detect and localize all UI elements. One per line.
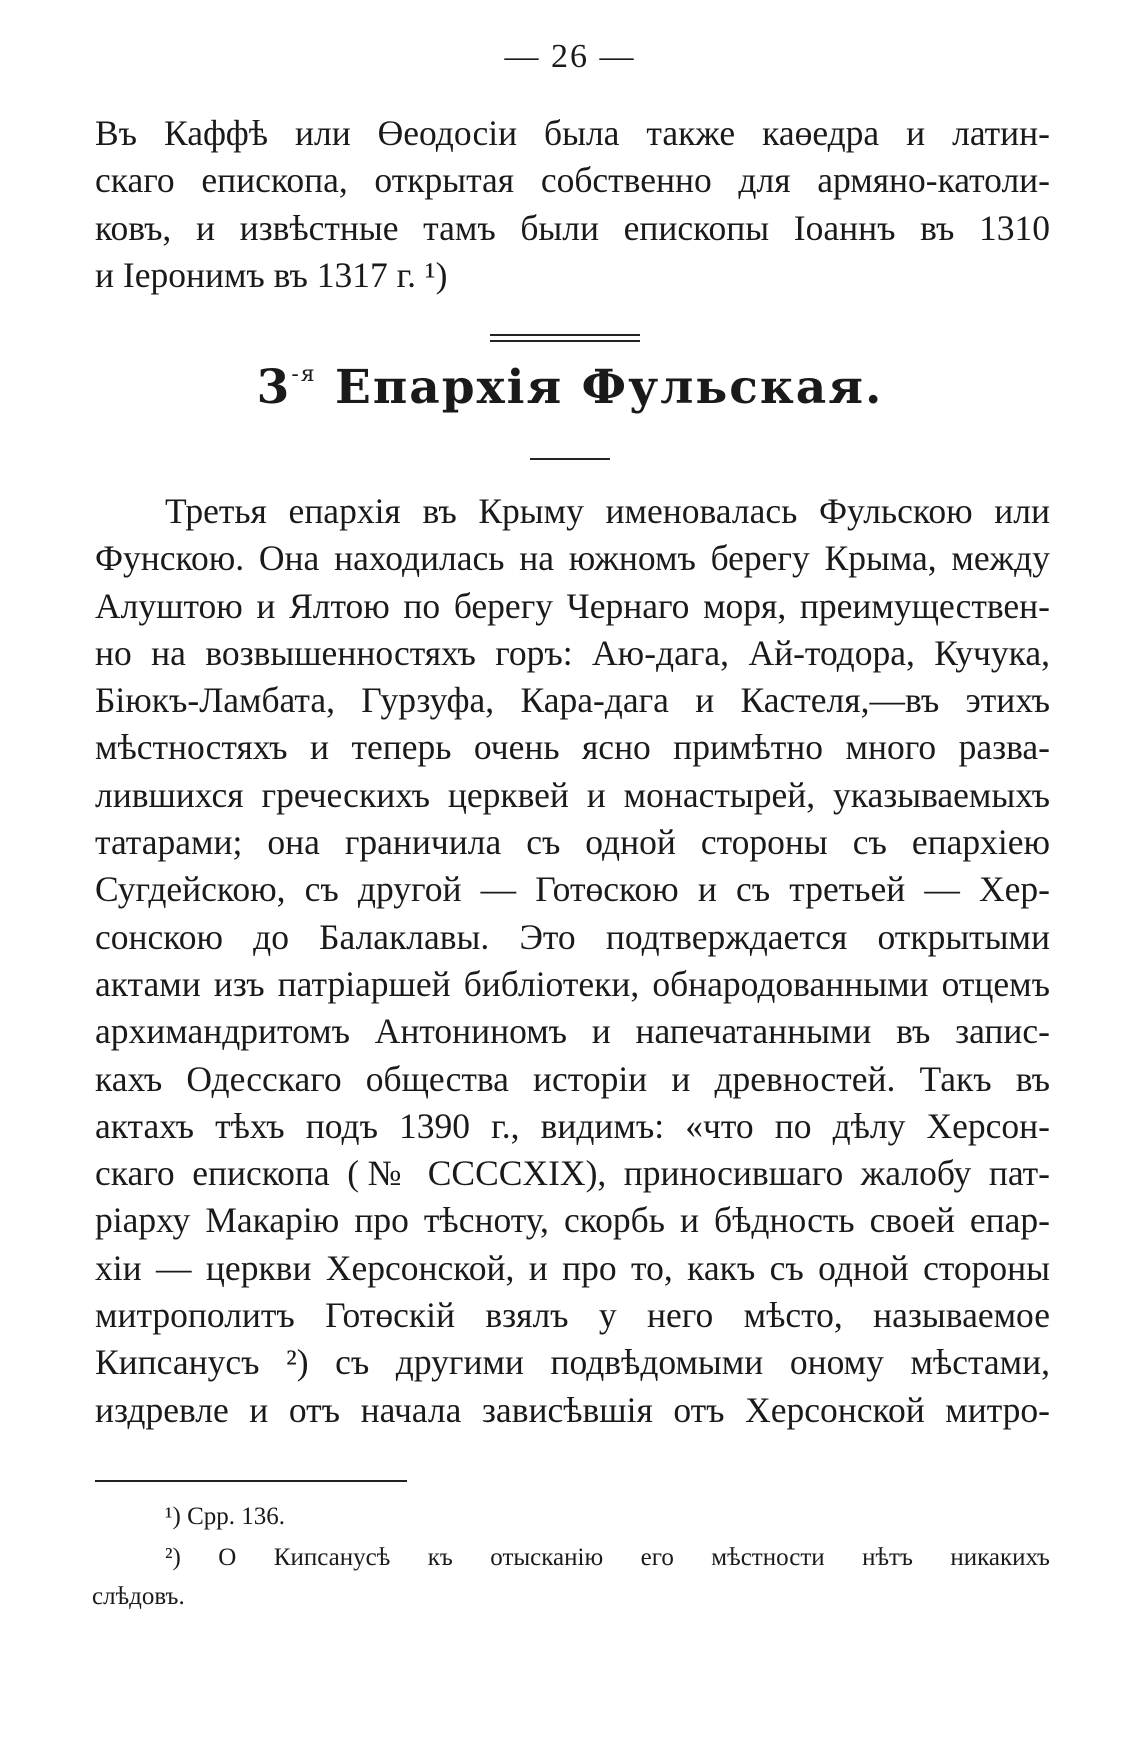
text-line: Третья епархія въ Крыму именовалась Фульскою или <box>165 491 1050 531</box>
text-line: лившихся греческихъ церквей и монастырей, указываемыхъ <box>95 774 1050 815</box>
text-line: издревле и отъ начала зависѣвшія отъ Херсонской митро- <box>95 1389 1050 1430</box>
heading-title: Епархія Фульская. <box>335 360 884 415</box>
short-rule <box>530 458 610 460</box>
text-line: но на возвышенностяхъ горъ: Аю-дага, Ай-тодора, Кучука, <box>95 632 1050 673</box>
paragraph-2 <box>95 488 1050 1434</box>
heading-suffix: -я <box>291 362 317 387</box>
text-line: Алуштою и Ялтою по берегу Чернаго моря, преимуществен- <box>95 585 1050 626</box>
paragraph-1 <box>95 110 1050 299</box>
text-line: и Іеронимъ въ 1317 г. ¹) <box>95 254 448 295</box>
double-rule <box>490 334 640 346</box>
heading-number: 3 <box>256 360 292 415</box>
footnote-1: ¹) Срр. 136. <box>165 1503 285 1530</box>
footnote-2: ²) О Кипсанусѣ къ отысканію его мѣстности нѣтъ никакихъ <box>165 1544 1050 1571</box>
text-line: Фунскою. Она находилась на южномъ берегу Крыма, между <box>95 538 1050 579</box>
page-number: — 26 — <box>504 38 636 75</box>
text-line: мѣстностяхъ и теперь очень ясно примѣтно много разва- <box>95 727 1050 768</box>
text-line: Біюкъ-Ламбата, Гурзуфа, Кара-дага и Кастеля,—въ этихъ <box>95 680 1050 721</box>
text-line: скаго епископа, открытая собственно для армяно-католи- <box>95 160 1050 201</box>
footnote-2-continuation: слѣдовъ. <box>92 1583 185 1610</box>
footnote-rule <box>95 1480 407 1482</box>
text-line: хіи — церкви Херсонской, и про то, какъ съ одной стороны <box>95 1247 1050 1288</box>
text-line: актами изъ патріаршей библіотеки, обнародованными отцемъ <box>95 963 1050 1004</box>
text-line: Сугдейскою, съ другой — Готөскою и съ третьей — Хер- <box>95 869 1050 910</box>
text-line: ковъ, и извѣстные тамъ были епископы Іоаннъ въ 1310 <box>95 207 1050 248</box>
text-line: Кипсанусъ ²) съ другими подвѣдомыми оному мѣстами, <box>95 1342 1050 1383</box>
text-line: Въ Каффѣ или Өеодосіи была также каөедра и латин- <box>95 113 1050 153</box>
text-line: актахъ тѣхъ подъ 1390 г., видимъ: «что по дѣлу Херсон- <box>95 1105 1050 1146</box>
text-line: митрополитъ Готөскій взялъ у него мѣсто, называемое <box>95 1295 1050 1336</box>
text-line: архимандритомъ Антониномъ и напечатанными въ запис- <box>95 1011 1050 1052</box>
text-line: ріарху Макарію про тѣсноту, скорбь и бѣдность своей епар- <box>95 1200 1050 1241</box>
text-line: кахъ Одесскаго общества исторіи и древностей. Такъ въ <box>95 1058 1050 1099</box>
text-line: татарами; она граничила съ одной стороны съ епархіею <box>95 822 1050 863</box>
section-heading <box>0 360 1140 415</box>
text-line: сонскою до Балаклавы. Это подтверждается открытыми <box>95 916 1050 957</box>
text-line: скаго епископа (№ CCCCXIX), приносившаго жалобу пат- <box>95 1153 1050 1194</box>
